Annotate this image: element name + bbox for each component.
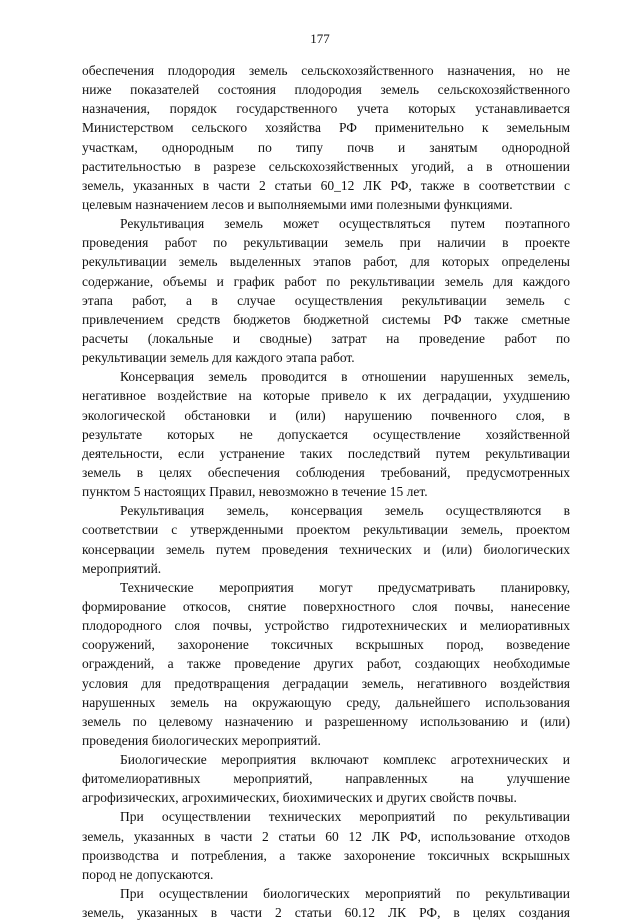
text-line: рекультивации земель выделенных этапов работ, для которых определены xyxy=(82,254,570,270)
text-line: растительностью в разрезе сельскохозяйственных угодий, а в отношении xyxy=(82,158,570,174)
text-line: этапа работ, а в случае осуществления рекультивации земель с xyxy=(82,292,570,308)
paragraph xyxy=(82,884,570,922)
text-line: сооружений, захоронение токсичных вскрышных пород, возведение xyxy=(82,637,570,653)
paragraph xyxy=(82,750,570,807)
text-line: Технические мероприятия могут предусматривать планировку, xyxy=(120,579,570,595)
text-line: расчеты (локальные и сводные) затрат на проведение работ по xyxy=(82,330,570,346)
text-line: деятельности, если устранение таких последствий путем рекультивации xyxy=(82,445,570,461)
text-line: агрофизических, агрохимических, биохимических и других свойств почвы. xyxy=(82,790,517,806)
paragraph xyxy=(82,61,570,214)
text-line: рекультивации земель для каждого этапа работ. xyxy=(82,350,355,366)
text-line: земель, указанных в части 2 статьи 60 12 ЛК РФ, использование отходов xyxy=(82,828,570,844)
text-line: мероприятий. xyxy=(82,560,162,576)
text-line: земель по целевому назначению и разрешенному использованию и (или) xyxy=(82,713,570,729)
text-line: соответствии с утвержденными проектом рекультивации земель, проектом xyxy=(82,522,570,538)
text-line: содержание, объемы и график работ по рекультивации земель для каждого xyxy=(82,273,570,289)
paragraph xyxy=(82,214,570,367)
text-line: назначения, порядок государственного учета которых устанавливается xyxy=(82,101,570,117)
page-number: 177 xyxy=(310,31,330,46)
paragraph xyxy=(82,501,570,578)
text-line: проведения работ по рекультивации земель при наличии в проекте xyxy=(82,235,570,251)
text-line: формирование откосов, снятие поверхностного слоя почвы, нанесение xyxy=(82,598,570,614)
text-line: При осуществлении технических мероприятий по рекультивации xyxy=(120,809,570,825)
text-line: пород не допускаются. xyxy=(82,866,214,882)
document-body xyxy=(82,61,570,922)
text-line: Рекультивация земель, консервация земель осуществляются в xyxy=(120,503,570,519)
text-line: условия для предотвращения деградации земель, негативного воздействия xyxy=(82,675,570,691)
text-line: проведения биологических мероприятий. xyxy=(82,732,321,748)
text-line: производства и потребления, а также захоронение токсичных вскрышных xyxy=(82,847,570,863)
text-line: ограждений, а также проведение других работ, создающих необходимые xyxy=(82,656,570,672)
text-line: фитомелиоративных мероприятий, направленных на улучшение xyxy=(82,771,570,787)
text-line: консервации земель путем проведения технических и (или) биологических xyxy=(82,541,570,557)
text-line: Рекультивация земель может осуществляться путем поэтапного xyxy=(120,216,570,232)
text-line: негативное воздействие на которые привело к их деградации, ухудшению xyxy=(82,388,570,404)
text-line: пунктом 5 настоящих Правил, невозможно в течение 15 лет. xyxy=(82,484,428,500)
text-line: земель в целях обеспечения соблюдения требований, предусмотренных xyxy=(82,464,570,480)
text-line: участкам, однородным по типу почв и занятым однородной xyxy=(82,139,570,155)
paragraph xyxy=(82,578,570,750)
text-line: ниже показателей состояния плодородия земель сельскохозяйственного xyxy=(82,82,570,98)
text-line: земель, указанных в части 2 статьи 60_12 ЛК РФ, также в соответствии с xyxy=(82,177,570,193)
text-line: целевым назначением лесов и выполняемыми ими полезными функциями. xyxy=(82,196,513,212)
text-line: привлечением средств бюджетов бюджетной системы РФ также сметные xyxy=(82,311,570,327)
text-line: нарушенных земель на окружающую среду, дальнейшего использования xyxy=(82,694,570,710)
text-line: обеспечения плодородия земель сельскохозяйственного назначения, но не xyxy=(82,63,570,78)
text-line: результате которых не допускается осуществление хозяйственной xyxy=(82,426,570,442)
text-line: Биологические мероприятия включают комплекс агротехнических и xyxy=(120,752,570,768)
text-line: Консервация земель проводится в отношении нарушенных земель, xyxy=(120,369,570,385)
text-line: экологической обстановки и (или) нарушению почвенного слоя, в xyxy=(82,407,570,423)
text-line: Министерством сельского хозяйства РФ применительно к земельным xyxy=(82,120,570,136)
paragraph xyxy=(82,807,570,884)
text-line: земель, указанных в части 2 статьи 60.12 ЛК РФ, в целях создания xyxy=(82,905,570,921)
text-line: плодородного слоя почвы, устройство гидротехнических и мелиоративных xyxy=(82,618,570,634)
paragraph xyxy=(82,367,570,501)
text-line: При осуществлении биологических мероприятий по рекультивации xyxy=(120,886,570,902)
